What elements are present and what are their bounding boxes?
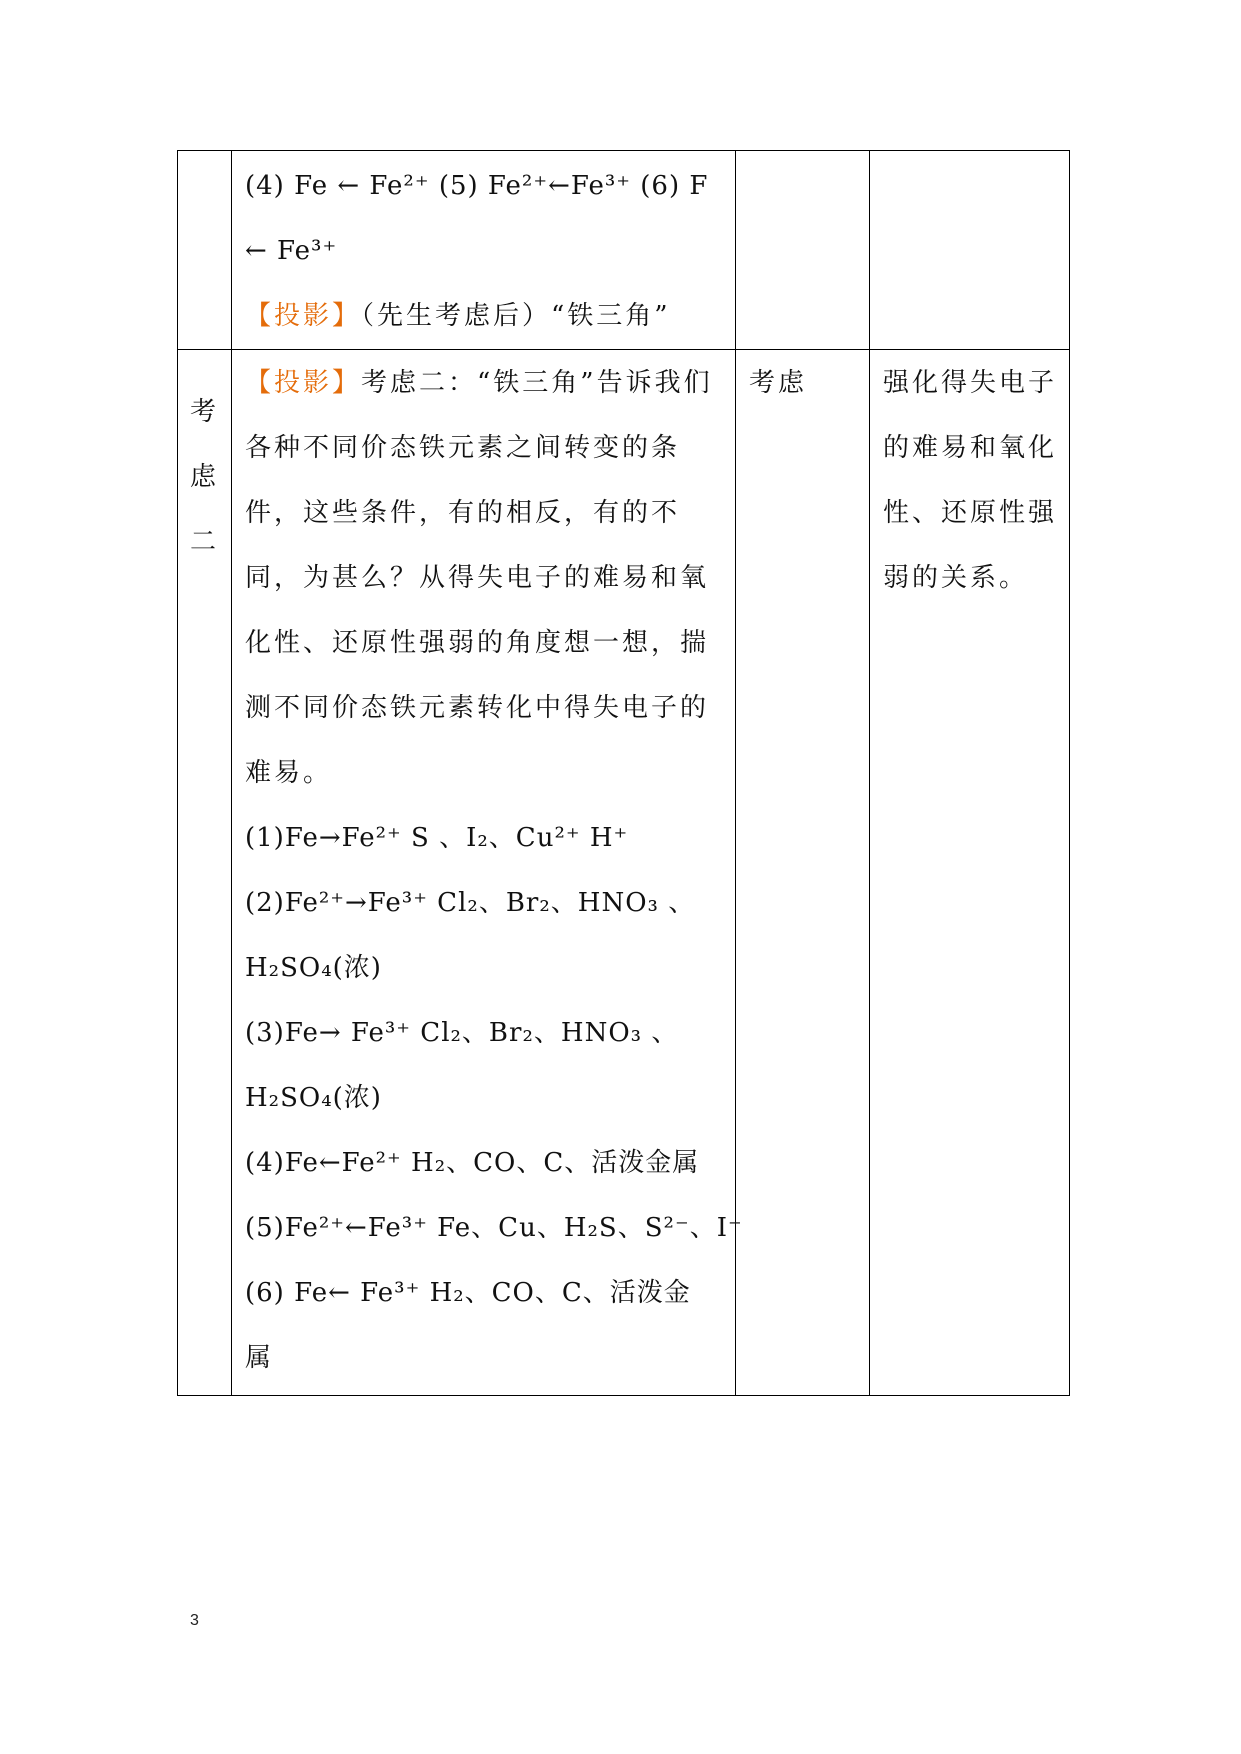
- projection-tag: 【投影】: [245, 368, 362, 398]
- reaction-item: (3)Fe→ Fe³⁺ Cl₂、Br₂、HNO₃ 、: [245, 1018, 679, 1048]
- table-row: [178, 151, 1070, 350]
- projection-tag: 【投影】: [245, 301, 362, 331]
- page-number: 3: [190, 1612, 199, 1629]
- side-label-char: 二: [189, 527, 219, 557]
- side-label-cell: [178, 350, 232, 1396]
- lesson-plan-table: [177, 150, 1070, 1396]
- purpose-text: 强化得失电子的难易和氧化性、还原性强弱的关系。: [883, 368, 1058, 593]
- projection-text: （先生考虑后）“铁三角”: [361, 301, 671, 331]
- table-row: [178, 350, 1070, 1396]
- reaction-line: ← Fe³⁺: [245, 236, 338, 266]
- reaction-item: (5)Fe²⁺←Fe³⁺ Fe、Cu、H₂S、S²⁻、I⁻: [245, 1213, 743, 1243]
- reaction-item: (6) Fe← Fe³⁺ H₂、CO、C、活泼金: [245, 1278, 691, 1308]
- intro-paragraph: [245, 351, 725, 806]
- reaction-item: H₂SO₄(浓): [245, 953, 382, 983]
- reaction-line: (4) Fe ← Fe²⁺ (5) Fe²⁺←Fe³⁺ (6) F: [245, 171, 709, 201]
- activity-text: 考虑: [749, 368, 808, 398]
- reaction-item: 属: [245, 1343, 273, 1373]
- reaction-item: (1)Fe→Fe²⁺ S 、I₂、Cu²⁺ H⁺: [245, 823, 629, 853]
- reaction-item: (4)Fe←Fe²⁺ H₂、CO、C、活泼金属: [245, 1148, 700, 1178]
- side-label-char: 虑: [189, 462, 219, 492]
- side-label-cell: [178, 151, 232, 350]
- side-label-char: 考: [189, 397, 219, 427]
- purpose-cell: [870, 350, 1070, 1396]
- activity-cell: [736, 350, 870, 1396]
- intro-text: 考虑二：“铁三角”告诉我们各种不同价态铁元素之间转变的条件，这些条件，有的相反，有的不同，为甚么？从得失电子的难易和氧化性、还原性强弱的角度想一想，揣测不同价态铁元素转化中得失电子的难易。: [245, 368, 713, 788]
- reaction-item: H₂SO₄(浓): [245, 1083, 382, 1113]
- side-label: [178, 350, 231, 575]
- content-cell: [232, 350, 743, 1396]
- activity-cell: [736, 151, 870, 350]
- content-cell: [232, 151, 736, 350]
- purpose-cell: [870, 151, 1070, 350]
- projection-line: [245, 284, 725, 349]
- reaction-item: (2)Fe²⁺→Fe³⁺ Cl₂、Br₂、HNO₃ 、: [245, 888, 696, 918]
